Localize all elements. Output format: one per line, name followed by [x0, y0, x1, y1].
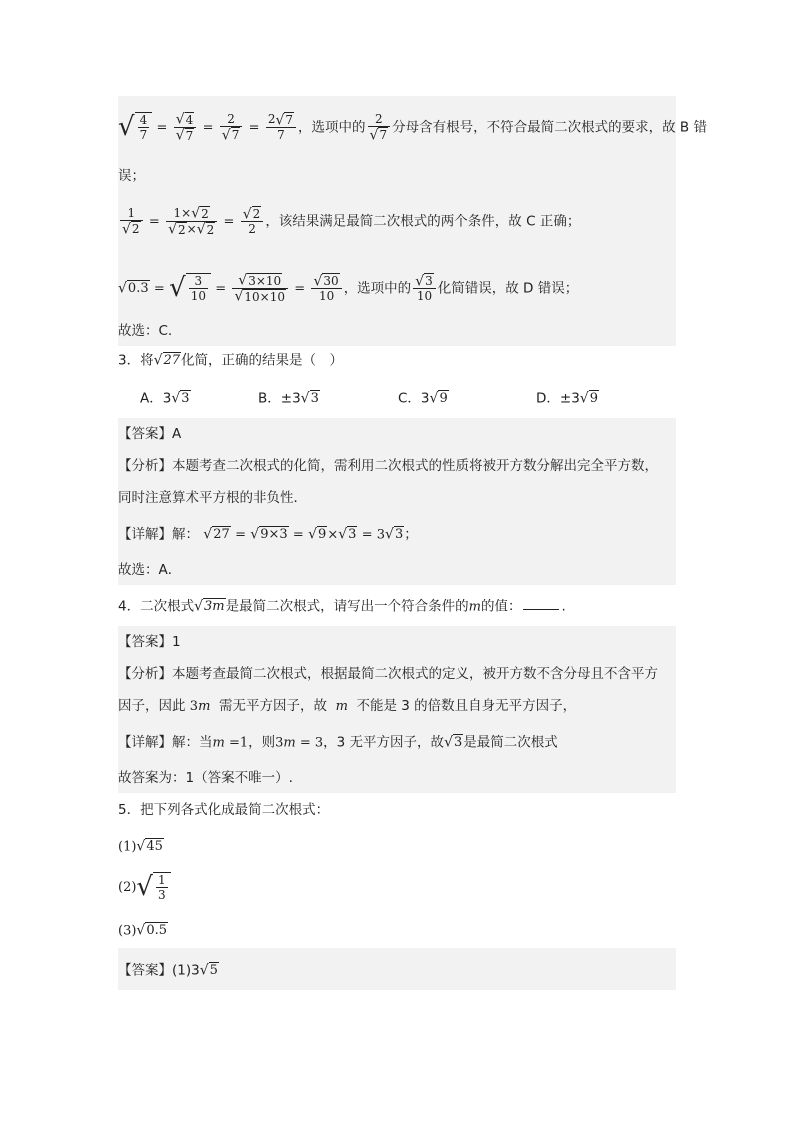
q5-stem: 5．把下列各式化成最简二次根式：: [118, 802, 330, 818]
q2-option-b-cont: 误；: [118, 168, 145, 184]
q3-analysis-1: 【分析】本题考查二次根式的化简，需利用二次根式的性质将被开方数分解出完全平方数，: [118, 458, 658, 474]
q3-option-b: B．±3√3: [258, 390, 319, 407]
q5-part-3: (3)√0.5: [118, 922, 168, 939]
q5-part-2: (2)√ $\frac{1}{3}$: [118, 872, 171, 902]
q2-conclusion: 故选：C.: [118, 323, 173, 339]
q3-conclusion: 故选：A．: [118, 562, 182, 578]
q4-final: 故答案为：1（答案不唯一）.: [118, 770, 293, 786]
q3-option-c: C．3√9: [398, 390, 448, 407]
answer-blank: [523, 597, 559, 610]
q2-option-b-explanation: √ $\frac{4}{7}$ = $\frac{√4}{√7}$ = $\frac{2}{√7}$ = $\frac{2√7}{7}$ ，选项中的 $\frac{2}{√7}$ 分母含有根号，不符合最简二次根式的要求，故 B 错: [118, 111, 707, 144]
q4-detail: 【详解】解：当m =1，则3m = 3，3 无平方因子，故√3是最简二次根式: [118, 734, 558, 751]
q2-option-d-explanation: √0.3 = √ $\frac{3}{10}$ = $\frac{√3\times 10}{√10\times 10}$ = $\frac{√30}{10}$ ，选项中的 $\frac{√3}{10}$ 化简错误，故 D 错误；: [118, 272, 579, 305]
q3-analysis-2: 同时注意算术平方根的非负性．: [118, 490, 307, 506]
q4-analysis-2: 因子，因此 3m 需无平方因子，故 m 不能是 3 的倍数且自身无平方因子，: [118, 698, 577, 714]
q3-option-d: D．±3√9: [536, 390, 598, 407]
q4-analysis-1: 【分析】本题考查最简二次根式，根据最简二次根式的定义，被开方数不含分母且不含平方: [118, 666, 658, 682]
q5-answer: 【答案】(1)3√5: [118, 962, 218, 979]
q3-stem: 3．将√27化简，正确的结果是（ ）: [118, 352, 344, 369]
q4-answer: 【答案】1: [118, 634, 181, 650]
q3-answer: 【答案】A: [118, 426, 182, 442]
q4-stem: 4．二次根式√3m是最简二次根式，请写出一个符合条件的m的值： .: [118, 598, 566, 615]
q3-option-a: A．3√3: [140, 390, 190, 407]
q5-part-1: (1)√45: [118, 838, 163, 855]
q3-detail: 【详解】解： √27 = √9×3 = √9×√3 = 3√3；: [118, 526, 418, 543]
q2-option-c-explanation: $\frac{1}{√2}$ = $\frac{1\times√2}{√2\times√2}$ = $\frac{√2}{2}$ ，该结果满足最简二次根式的两个条件，故 C 正确；: [122, 205, 581, 238]
